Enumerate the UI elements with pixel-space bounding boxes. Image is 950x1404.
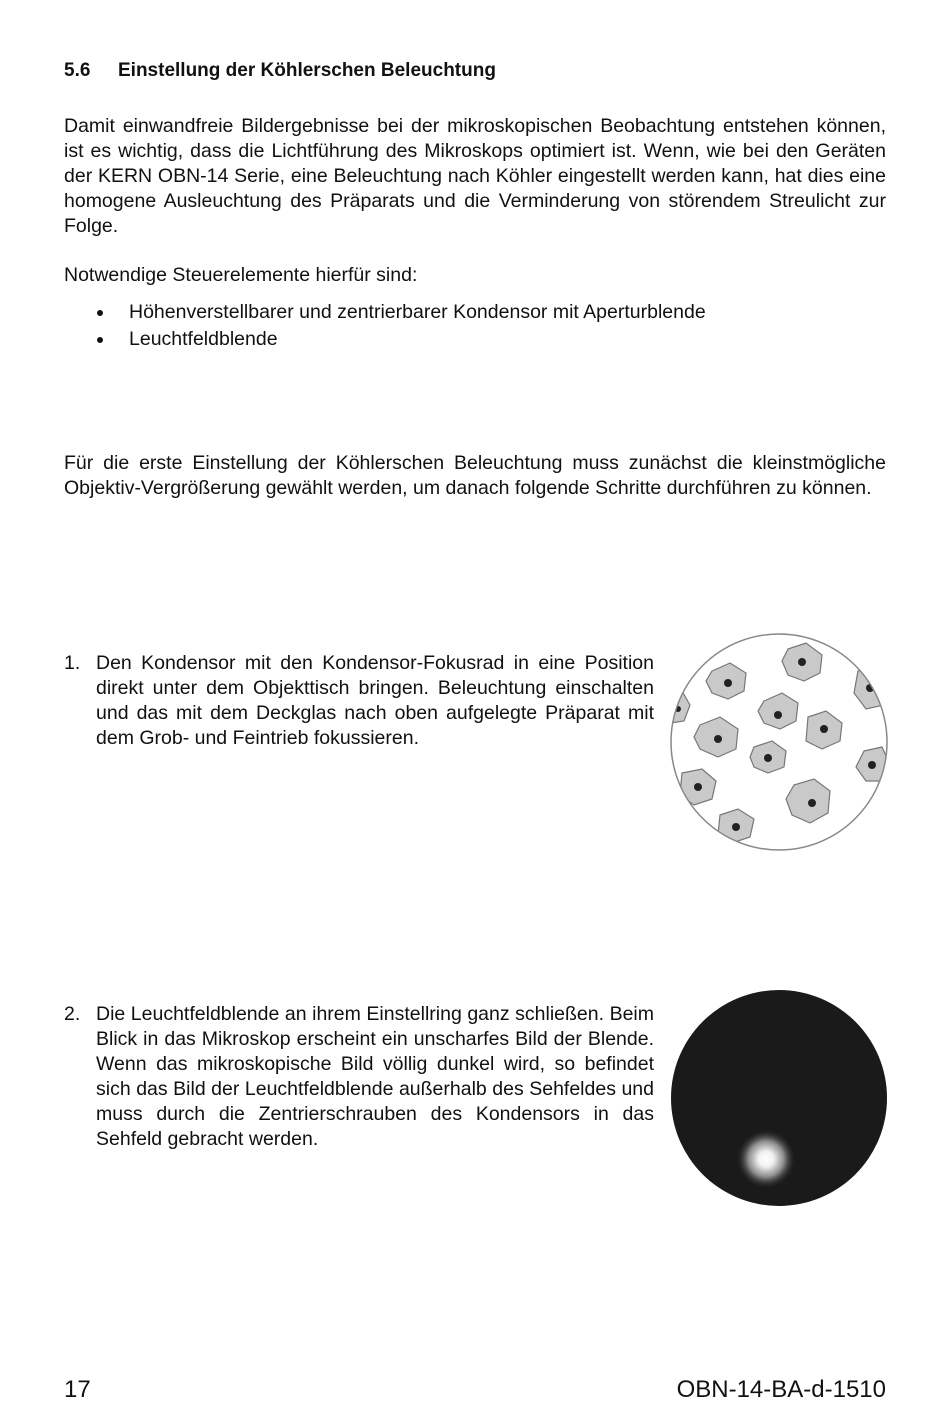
section-number: 5.6 [64,60,91,81]
page-number: 17 [64,1376,91,1403]
controls-lead: Notwendige Steuerelemente hierfür sind: [64,264,418,286]
list-item [64,326,886,353]
microscope-field-cells-illustration [668,631,890,853]
intro-paragraph: Damit einwandfreie Bildergebnisse bei der mikroskopischen Beobachtung entstehen können, ist es wichtig, dass die Lichtführung des Mikroskops optimiert ist. Wenn, wie bei den Geräten der KERN OBN-14 Serie, eine Beleuchtung nach Köhler eingestellt werden kann, hat dies eine homogene Ausleuchtung des Präparats und die Verminderung von störendem Streulicht zur Folge. [64,115,886,237]
step-2 [64,1002,654,1152]
bullet-icon [97,337,103,343]
section-title: Einstellung der Köhlerschen Beleuchtung [118,60,496,81]
step-number: 1. [64,652,81,674]
controls-list [64,299,886,353]
bullet-icon [97,310,103,316]
setup-paragraph: Für die erste Einstellung der Köhlerschen Beleuchtung muss zunächst die kleinstmögliche Objektiv-Vergrößerung gewählt werden, um danach folgende Schritte durchführen zu können. [64,452,886,499]
step-1 [64,651,654,751]
controls-item-label: Höhenverstellbarer und zentrierbarer Kondensor mit Aperturblende [129,301,706,323]
list-item [64,299,886,326]
section-heading [64,59,496,83]
dark-field-light-spot-illustration [668,987,890,1209]
step-text: Die Leuchtfeldblende an ihrem Einstellring ganz schließen. Beim Blick in das Mikroskop erscheint ein unscharfes Bild der Blende. Wenn das mikroskopische Bild völlig dunkel wird, so befindet sich das Bild der Leuchtfeldblende außerhalb des Sehfeldes und muss durch die Zentrierschrauben des Kondensors in das Sehfeld gebracht werden. [96,1003,654,1150]
controls-item-label: Leuchtfeldblende [129,328,278,350]
step-text: Den Kondensor mit den Kondensor-Fokusrad in eine Position direkt unter dem Objekttisch bringen. Beleuchtung einschalten und das mit dem Deckglas nach oben aufgelegte Präparat mit dem Grob- und Feintrieb fokussieren. [96,652,654,749]
step-number: 2. [64,1003,81,1025]
document-code: OBN-14-BA-d-1510 [676,1376,886,1403]
